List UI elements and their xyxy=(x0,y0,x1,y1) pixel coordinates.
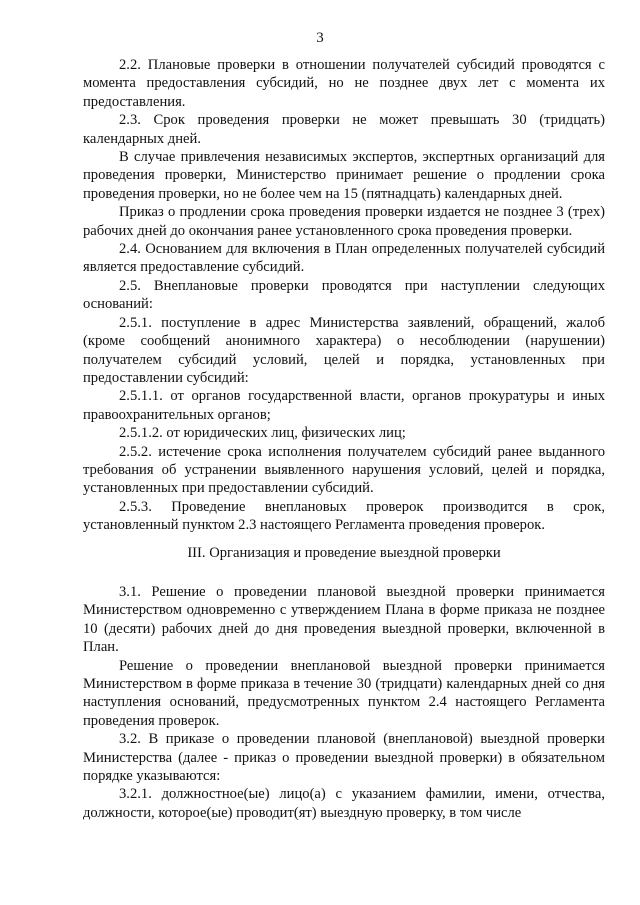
paragraph-extension-order: Приказ о продлении срока проведения проверки издается не позднее 3 (трех) рабочих дней до окончания ранее установленного срока проведения проверки. xyxy=(83,204,605,239)
paragraph-2-4: 2.4. Основанием для включения в План определенных получателей субсидий является предоставление субсидий. xyxy=(83,241,605,276)
paragraph-2-5: 2.5. Внеплановые проверки проводятся при наступлении следующих оснований: xyxy=(83,277,605,313)
paragraph-2-5-1: 2.5.1. поступление в адрес Министерства заявлений, обращений, жалоб (кроме сообщений анонимного характера) о несоблюдении (нарушении) получателем субсидий условий, целей и порядка, установленных при предоставлении субсидий: xyxy=(83,314,605,386)
paragraph-2-2: 2.2. Плановые проверки в отношении получателей субсидий проводятся с момента предоставления субсидий, но не позднее двух лет с момента их предоставления. xyxy=(83,57,605,110)
paragraph-2-5-1-1: 2.5.1.1. от органов государственной власти, органов прокуратуры и иных правоохранительных органов; xyxy=(83,388,605,423)
page-number: 3 xyxy=(316,30,324,46)
paragraph-3-2: 3.2. В приказе о проведении плановой (внеплановой) выездной проверки Министерства (далее - приказ о проведении выездной проверки) в обязательном порядке указываются: xyxy=(83,731,605,785)
paragraph-3-1: 3.1. Решение о проведении плановой выездной проверки принимается Министерством одновременно с утверждением Плана в форме приказа не позднее 10 (десяти) рабочих дней до дня проведения выездной проверки, включенной в План. xyxy=(83,583,605,656)
paragraph-2-5-2: 2.5.2. истечение срока исполнения получателем субсидий ранее выданного требования об устранении выявленного нарушения условий, целей и порядка, установленных при предоставлении субсидий. xyxy=(83,443,605,497)
section-title: III. Организация и проведение выездной проверки xyxy=(187,544,501,561)
paragraph-2-5-3: 2.5.3. Проведение внеплановых проверок производится в срок, установленный пунктом 2.3 настоящего Регламента проведения проверок. xyxy=(83,498,605,534)
paragraph-3-2-1: 3.2.1. должностное(ые) лицо(а) с указанием фамилии, имени, отчества, должности, которое(ые) проводит(ят) выездную проверку, в том числе xyxy=(83,786,605,821)
paragraph-experts: В случае привлечения независимых экспертов, экспертных организаций для проведения проверки, Министерство принимает решение о продлении срока проведения проверки, но не более чем на 15 (пятнадцать) календарных дней. xyxy=(83,149,605,202)
paragraph-2-3: 2.3. Срок проведения проверки не может превышать 30 (тридцать) календарных дней. xyxy=(83,112,605,147)
paragraph-2-5-1-2: 2.5.1.2. от юридических лиц, физических лиц; xyxy=(119,425,406,442)
paragraph-unplanned-decision: Решение о проведении внеплановой выездной проверки принимается Министерством в форме приказа в течение 30 (тридцати) календарных дней со дня наступления оснований, предусмотренных пунктом 2.4 настоящего Регламента проведения проверок. xyxy=(83,657,605,729)
document-body xyxy=(83,56,605,822)
